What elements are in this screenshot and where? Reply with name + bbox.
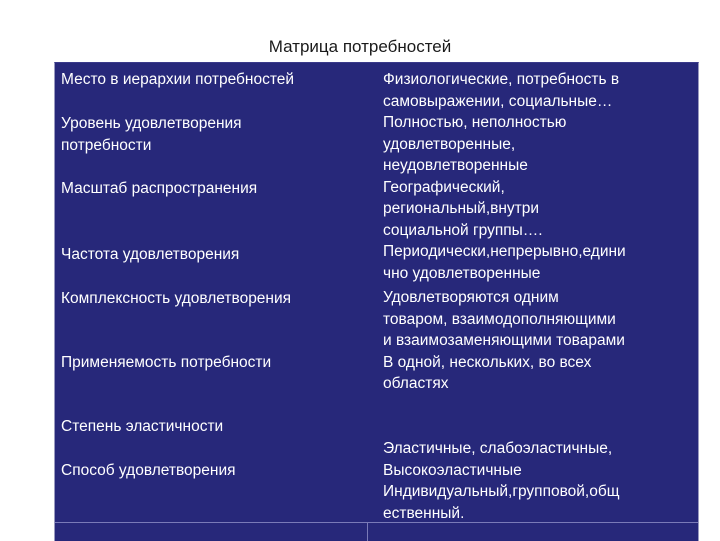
row-value: В одной, нескольких, во всех: [383, 353, 592, 371]
row-value: Периодически,непрерывно,едини: [383, 243, 626, 260]
row-value: социальной группы….: [383, 221, 543, 239]
row-label: потребности: [61, 136, 152, 154]
row-value: Географический,: [383, 178, 505, 196]
row-label: Степень эластичности: [61, 418, 224, 435]
row-value: Высокоэластичные: [383, 461, 522, 479]
row-value: ественный.: [383, 504, 465, 522]
table-column-divider: [367, 522, 368, 541]
row-value: Удовлетворяются одним: [383, 289, 559, 306]
row-value: областях: [383, 375, 449, 392]
table-bottom-divider: [55, 522, 698, 523]
row-value: Полностью, неполностью: [383, 114, 567, 131]
row-value: Индивидуальный,групповой,общ: [383, 483, 620, 500]
row-label: Место в иерархии потребностей: [61, 71, 295, 88]
row-value: Эластичные, слабоэластичные,: [383, 440, 613, 457]
row-label: Масштаб распространения: [61, 180, 258, 197]
page-title: Матрица потребностей: [268, 37, 452, 56]
row-label: Уровень удовлетворения: [61, 115, 242, 132]
row-label: Применяемость потребности: [61, 354, 272, 371]
row-value: удовлетворенные,: [383, 135, 516, 153]
row-value: товаром, взаимодополняющими: [383, 310, 616, 328]
row-label: Частота удовлетворения: [61, 246, 240, 263]
row-value: неудовлетворенные: [383, 157, 528, 174]
row-value: чно удовлетворенные: [383, 264, 541, 282]
needs-matrix-table: [54, 62, 699, 541]
row-label: Способ удовлетворения: [61, 462, 236, 479]
row-value: региональный,внутри: [383, 200, 540, 217]
row-value: Физиологические, потребность в: [383, 71, 620, 88]
row-value: и взаимозаменяющими товарами: [383, 332, 625, 349]
row-label: Комплексность удовлетворения: [61, 290, 292, 307]
row-value: самовыражении, социальные…: [383, 92, 613, 110]
